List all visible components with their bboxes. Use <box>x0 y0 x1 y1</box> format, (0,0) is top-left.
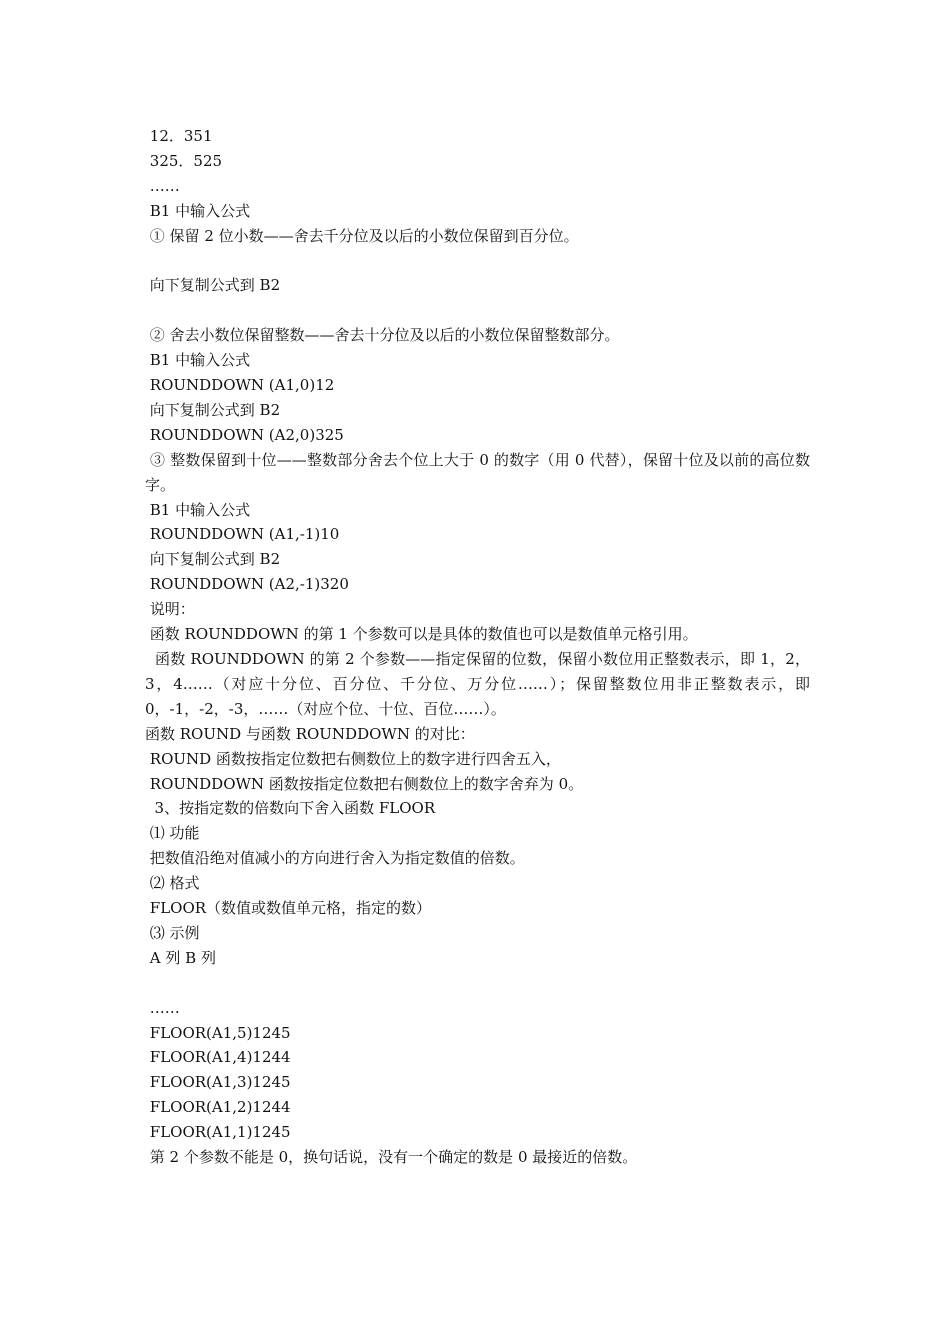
text-line-2: 325．525 <box>145 151 223 170</box>
blank-line-2 <box>145 298 810 323</box>
text-line-30: …… <box>145 998 180 1017</box>
text-line-32: FLOOR(A1,4)1244 <box>145 1048 291 1067</box>
text-line-17: 说明： <box>145 600 195 619</box>
text-line-27: FLOOR（数值或数值单元格，指定的数） <box>145 899 432 918</box>
text-line-36: 第 2 个参数不能是 0，换句话说，没有一个确定的数是 0 最接近的倍数。 <box>145 1148 638 1167</box>
blank-line-1 <box>145 249 810 274</box>
text-line-11: ROUNDDOWN (A2,0)325 <box>145 425 344 444</box>
text-line-29: A 列 B 列 <box>145 948 216 967</box>
text-line-35: FLOOR(A1,1)1245 <box>145 1123 291 1142</box>
text-line-3: …… <box>145 176 180 195</box>
text-line-33: FLOOR(A1,3)1245 <box>145 1073 291 1092</box>
text-line-9: ROUNDDOWN (A1,0)12 <box>145 376 335 395</box>
text-line-10: 向下复制公式到 B2 <box>145 400 281 419</box>
text-line-20: 函数 ROUND 与函数 ROUNDDOWN 的对比： <box>145 724 475 743</box>
text-line-22: ROUNDDOWN 函数按指定位数把右侧数位上的数字舍弃为 0。 <box>145 774 584 793</box>
text-line-31: FLOOR(A1,5)1245 <box>145 1023 291 1042</box>
text-line-12: ③ 整数保留到十位——整数部分舍去个位上大于 0 的数字（用 0 代替），保留十位及以前的高位数字。 <box>145 450 810 494</box>
text-line-18: 函数 ROUNDDOWN 的第 1 个参数可以是具体的数值也可以是数值单元格引用。 <box>145 625 698 644</box>
blank-line-3 <box>145 971 810 996</box>
text-line-5: ① 保留 2 位小数——舍去千分位及以后的小数位保留到百分位。 <box>145 226 579 245</box>
text-line-23: 3、按指定数的倍数向下舍入函数 FLOOR <box>145 799 436 818</box>
text-line-34: FLOOR(A1,2)1244 <box>145 1098 291 1117</box>
text-line-25: 把数值沿绝对值减小的方向进行舍入为指定数值的倍数。 <box>145 849 525 868</box>
text-line-15: 向下复制公式到 B2 <box>145 550 281 569</box>
text-line-14: ROUNDDOWN (A1,-1)10 <box>145 525 340 544</box>
text-line-26: ⑵ 格式 <box>145 874 200 893</box>
text-line-6: 向下复制公式到 B2 <box>145 276 281 295</box>
text-line-4: B1 中输入公式 <box>145 201 251 220</box>
text-line-19: 函数 ROUNDDOWN 的第 2 个参数——指定保留的位数，保留小数位用正整数表示，即 1，2，3，4……（对应十分位、百分位、千分位、万分位……）；保留整数位用非正整数表示，即 0，-1，-2，-3，……（对应个位、十位、百位……）。 <box>145 650 815 718</box>
text-line-16: ROUNDDOWN (A2,-1)320 <box>145 575 349 594</box>
document-body <box>145 124 815 1170</box>
text-line-13: B1 中输入公式 <box>145 500 251 519</box>
text-line-8: B1 中输入公式 <box>145 351 251 370</box>
text-line-1: 12．351 <box>145 127 213 145</box>
text-line-7: ② 舍去小数位保留整数——舍去十分位及以后的小数位保留整数部分。 <box>145 326 620 345</box>
text-line-21: ROUND 函数按指定位数把右侧数位上的数字进行四舍五入， <box>145 749 561 768</box>
text-line-28: ⑶ 示例 <box>145 923 200 942</box>
text-line-24: ⑴ 功能 <box>145 824 200 843</box>
